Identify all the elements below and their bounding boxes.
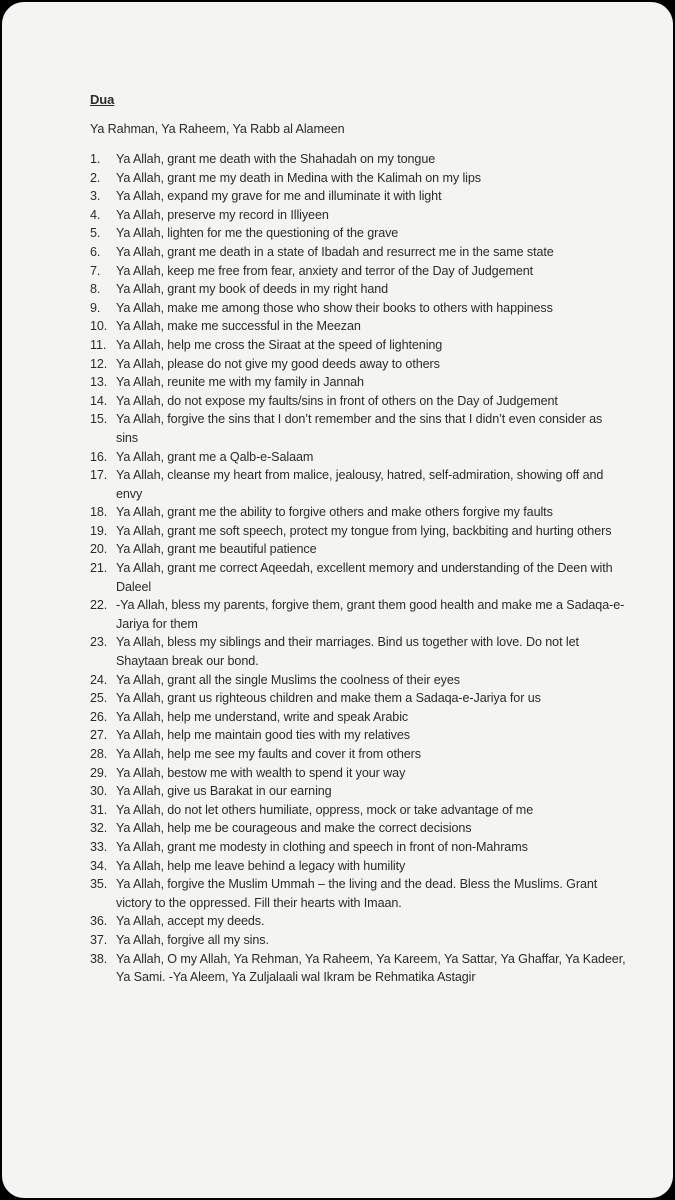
list-item [90,912,650,931]
list-item-number: 21. [90,561,108,576]
document-content [90,90,650,987]
list-item-line: Ya Allah, make me successful in the Meezan [116,319,361,334]
list-item-number: 17. [90,468,108,483]
list-item-line: Ya Allah, grant me beautiful patience [116,542,317,557]
list-item-text [116,819,650,838]
list-item [90,726,650,745]
list-item-number: 1. [90,152,101,166]
list-item-text [116,689,650,708]
list-item-text [116,262,650,281]
list-item-line: envy [116,486,143,501]
list-item-number: 5. [90,226,101,241]
list-item-text [116,503,650,522]
list-item [90,336,650,355]
list-item-number: 12. [90,356,108,371]
list-item-number: 36. [90,914,108,929]
list-item-text [116,522,650,541]
list-item-number: 15. [90,412,108,427]
list-item [90,280,650,299]
list-item [90,745,650,764]
list-item-number: 26. [90,709,108,724]
list-item [90,671,650,690]
list-item-text [116,931,650,950]
list-item-number: 19. [90,523,108,538]
list-item [90,875,650,912]
list-item-number: 23. [90,635,108,650]
list-item-line: Ya Allah, help me maintain good ties with my relatives [116,728,410,743]
list-item-text [116,540,650,559]
list-item-number: 11. [90,337,107,352]
list-item-line: Ya Allah, keep me free from fear, anxiety and terror of the Day of Judgement [116,263,534,278]
list-item-text [116,243,650,262]
list-item-line: Ya Allah, grant my book of deeds in my right hand [116,282,389,297]
list-item-text [116,448,650,467]
list-item-text [116,764,650,783]
list-item-line: Daleel [116,579,152,594]
list-item [90,689,650,708]
list-item [90,819,650,838]
list-item-number: 34. [90,858,108,873]
list-item-line: Ya Allah, grant me soft speech, protect my tongue from lying, backbiting and hurting others [116,523,612,538]
list-item-number: 29. [90,765,108,780]
list-item-text [116,838,650,857]
list-item [90,857,650,876]
list-item-line: Ya Allah, O my Allah, Ya Rehman, Ya Raheem, Ya Kareem, Ya Sattar, Ya Ghaffar, Ya Kadeer, [116,951,626,966]
list-item [90,243,650,262]
list-item-line: Ya Allah, help me leave behind a legacy with humility [116,858,406,873]
list-item-number: 4. [90,207,101,222]
list-item-number: 13. [90,375,108,390]
list-item-number: 30. [90,784,108,799]
list-item-text [116,726,650,745]
list-item-line: victory to the oppressed. Fill their hearts with Imaan. [116,895,402,910]
list-item-line: Ya Allah, grant me a Qalb-e-Salaam [116,449,314,464]
list-item [90,931,650,950]
list-item-text [116,317,650,336]
list-item-number: 33. [90,839,108,854]
list-item-number: 31. [90,802,108,817]
list-item-text [116,392,650,411]
list-item-text [116,224,650,243]
list-item [90,206,650,225]
list-item-number: 27. [90,728,108,743]
list-item-line: Ya Allah, give us Barakat in our earning [116,784,332,799]
list-item-line: Ya Allah, help me be courageous and make the correct decisions [116,821,472,836]
list-item-text [116,596,650,633]
list-item [90,708,650,727]
list-item-line: Ya Allah, preserve my record in Illiyeen [116,207,329,222]
list-item-line: Ya Allah, grant me modesty in clothing and speech in front of non-Mahrams [116,839,528,854]
list-item-text [116,206,650,225]
list-item [90,522,650,541]
list-item-line: Ya Allah, cleanse my heart from malice, jealousy, hatred, self-admiration, showing off and [116,468,604,483]
list-item [90,410,650,447]
list-item [90,466,650,503]
list-item-line: Ya Allah, grant me my death in Medina with the Kalimah on my lips [116,170,481,185]
list-item-text [116,336,650,355]
list-item-text [116,782,650,801]
list-item-text [116,299,650,318]
list-item-line: Ya Allah, help me cross the Siraat at the speed of lightening [116,337,443,352]
list-item-number: 18. [90,505,108,520]
list-item [90,299,650,318]
list-item-text [116,857,650,876]
list-item-text [116,875,650,912]
list-item [90,559,650,596]
list-item-text [116,559,650,596]
list-item-line: Jariya for them [116,616,198,631]
list-item-number: 10. [90,319,108,334]
list-item [90,373,650,392]
list-item-number: 32. [90,821,108,836]
list-item-line: Ya Allah, grant us righteous children and make them a Sadaqa-e-Jariya for us [116,691,541,706]
list-item [90,187,650,206]
list-item-line: Ya Allah, do not expose my faults/sins in front of others on the Day of Judgement [116,393,558,408]
list-item-number: 16. [90,449,108,464]
list-item-text [116,169,650,188]
list-item [90,801,650,820]
list-item-line: Ya Allah, grant me death in a state of Ibadah and resurrect me in the same state [116,244,554,259]
list-item-text [116,633,650,670]
list-item-text [116,801,650,820]
list-item [90,838,650,857]
list-item-text [116,466,650,503]
list-item [90,503,650,522]
list-item-number: 3. [90,189,101,204]
list-item-line: Ya Allah, bless my siblings and their marriages. Bind us together with love. Do not let [116,635,579,650]
list-item-text [116,745,650,764]
document-title: Dua [90,92,115,107]
list-item-text [116,708,650,727]
list-item-number: 2. [90,170,101,185]
list-item-number: 6. [90,244,101,259]
list-item [90,150,650,169]
list-item-line: Ya Allah, make me among those who show their books to others with happiness [116,300,553,315]
list-item-text [116,671,650,690]
list-item-line: -Ya Allah, bless my parents, forgive them, grant them good health and make me a Sadaqa-e- [116,598,625,613]
list-item-text [116,950,650,987]
list-item-number: 9. [90,300,101,315]
list-item-number: 38. [90,951,108,966]
list-item-line: sins [116,430,138,445]
list-item-line: Ya Allah, forgive the sins that I don’t remember and the sins that I didn’t even consider as [116,412,603,427]
list-item-number: 28. [90,747,108,761]
list-item-line: Ya Allah, reunite me with my family in Jannah [116,375,364,390]
list-item [90,782,650,801]
list-item-text [116,150,650,169]
list-item-number: 35. [90,877,108,892]
list-item-line: Shaytaan break our bond. [116,654,259,669]
list-item-text [116,912,650,931]
list-item-line: Ya Allah, grant me the ability to forgive others and make others forgive my faults [116,505,553,520]
list-item-number: 25. [90,691,108,706]
list-item-line: Ya Allah, grant me death with the Shahadah on my tongue [116,152,436,166]
list-item-line: Ya Allah, please do not give my good deeds away to others [116,356,440,371]
list-item-number: 14. [90,393,108,408]
list-item [90,448,650,467]
list-item-line: Ya Sami. -Ya Aleem, Ya Zuljalaali wal Ikram be Rehmatika Astagir [116,970,476,985]
list-item [90,633,650,670]
list-item-line: Ya Allah, do not let others humiliate, oppress, mock or take advantage of me [116,802,534,817]
list-item-text [116,373,650,392]
list-item-number: 24. [90,672,108,687]
list-item [90,764,650,783]
list-item-text [116,187,650,206]
list-item [90,262,650,281]
list-item-line: Ya Allah, accept my deeds. [116,914,265,929]
list-item-line: Ya Allah, grant all the single Muslims the coolness of their eyes [116,672,460,687]
list-item [90,169,650,188]
list-item [90,392,650,411]
list-item-text [116,355,650,374]
list-item-line: Ya Allah, help me understand, write and speak Arabic [116,709,409,724]
list-item-line: Ya Allah, bestow me with wealth to spend it your way [116,765,406,780]
list-item [90,950,650,987]
list-item-line: Ya Allah, forgive all my sins. [116,932,269,947]
document-subtitle: Ya Rahman, Ya Raheem, Ya Rabb al Alameen [90,122,345,136]
list-item-number: 20. [90,542,108,557]
list-item-line: Ya Allah, grant me correct Aqeedah, excellent memory and understanding of the Deen with [116,561,613,576]
list-item-line: Ya Allah, forgive the Muslim Ummah – the living and the dead. Bless the Muslims. Grant [116,877,598,892]
list-item [90,355,650,374]
list-item [90,317,650,336]
list-item-line: Ya Allah, expand my grave for me and illuminate it with light [116,189,442,204]
list-item-number: 8. [90,282,101,297]
list-item [90,540,650,559]
list-item-line: Ya Allah, lighten for me the questioning of the grave [116,226,399,241]
dua-list [90,150,650,987]
list-item-number: 37. [90,932,108,947]
list-item-line: Ya Allah, help me see my faults and cover it from others [116,747,421,761]
list-item-text [116,280,650,299]
list-item-number: 22. [90,598,108,613]
list-item [90,224,650,243]
list-item-number: 7. [90,263,101,278]
list-item [90,596,650,633]
list-item-text [116,410,650,447]
document-page [2,2,673,1198]
